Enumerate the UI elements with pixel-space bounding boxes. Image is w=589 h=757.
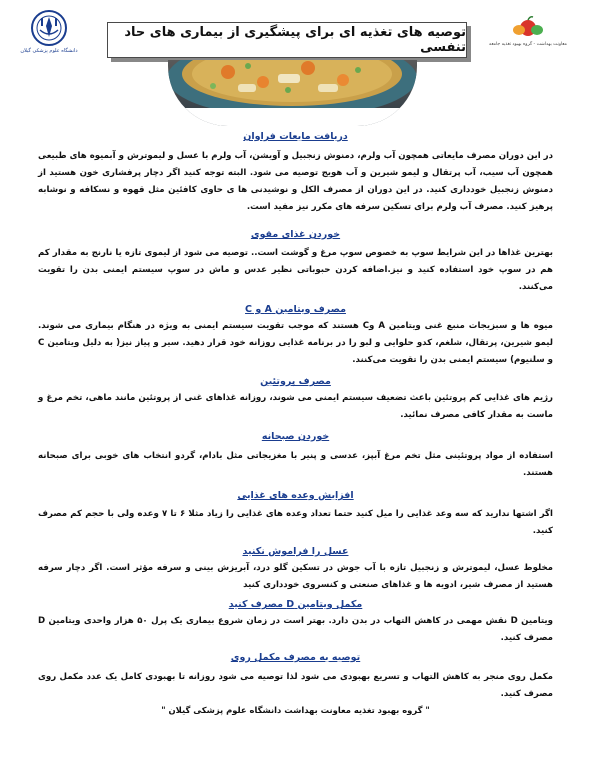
- section-heading-zinc: توصیه به مصرف مکمل روی: [230, 652, 361, 663]
- title-box: [107, 22, 467, 58]
- section-text-fluids: در این دوران مصرف مایعاتی همچون آب ولرم، دمنوش زنجبیل و آویشن، آب ولرم با عسل و لیموترش و آبمیوه های طبیعی همچون آب سیب، آب پرتقال و لیمو شیرین و آب هویج توصیه می شود. البته توجه کنید اگر دچار پرفشاری خون هستید از دمنوش زنجبیل خودداری کنید. در این دوران از مصرف الکل و نوشیدنی ها ی حاوی کافئین مثل قهوه و نسکافه و نوشابه پرهیز کنید. مصرف آب ولرم برای تسکین سرفه های مکرر نیز مفید است.: [38, 151, 553, 212]
- soup-photo: [168, 60, 417, 126]
- section-heading-vitamin-d: مکمل ویتامین D مصرف کنید: [228, 599, 363, 610]
- section-heading-nutritious-food: خوردن غذای مقوی: [250, 229, 341, 240]
- section-heading-breakfast: خوردن صبحانه: [261, 431, 330, 442]
- section-text-nutritious-food: بهترین غذاها در این شرایط سوپ به خصوص سوپ مرغ و گوشت است.. توصیه می شود از لیموی تازه یا نارنج به مقدار کم هم در سوپ خود استفاده کنید و نیز.اضافه کردن حبوباتی نظیر عدس و ماش در سوپ سیستم ایمنی بدن را تقویت می‌کنند.: [38, 248, 553, 292]
- page-title: توصیه های تغذیه ای برای پیشگیری از بیماری های حاد تنفسی: [124, 25, 466, 55]
- university-logo-caption: دانشگاه علوم پزشکی گیلان: [20, 48, 78, 54]
- section-heading-fluids: دریافت مایعات فراوان: [243, 131, 348, 142]
- section-text-breakfast: استفاده از مواد پروتئینی مثل تخم مرغ آبپز، عدسی و پنیر با مغزیجاتی مثل بادام، گردو انتخاب های خوبی برای صبحانه هستند.: [38, 451, 553, 478]
- content: [38, 131, 553, 715]
- footer-credit: " گروه بهبود تغذیه معاونت بهداشت دانشگاه علوم پزشکی گیلان ": [161, 705, 430, 715]
- section-text-meals: اگر اشتها ندارید که سه وعد غذایی را میل کنید حتما تعداد وعده های غذایی را زیاد مثلا ۶ تا ۷ وعده ولی با حجم کم مصرف کنید.: [38, 509, 553, 536]
- university-logo: [18, 8, 80, 60]
- section-text-zinc: مکمل روی منجر به کاهش التهاب و تسریع بهبودی می شود لذا توصیه می شود روزانه تا بهبودی کامل یک عدد مکمل روی مصرف کنید.: [38, 672, 553, 699]
- section-text-honey: مخلوط عسل، لیموترش و زنجبیل تازه با آب جوش در تسکین گلو درد، آبریزش بینی و سرفه مؤثر است. اگر دچار سرفه هستید از مصرف شیر، ادویه ها و غذاهای صنعتی و کنسروی خودداری کنید: [38, 563, 553, 590]
- nutrition-logo-caption: معاونت بهداشت - گروه بهبود تغذیه جامعه: [489, 42, 567, 47]
- section-text-vitamin-a-c: میوه ها و سبزیجات منبع غنی ویتامین A وC هستند که موجب تقویت سیستم ایمنی به ویژه در هنگام بیماری می شوند. لیمو شیرین، پرتقال، شلغم، کدو حلوایی و لبو را در برنامه غذایی روزانه خود قرار دهید. سیر و پیاز نیز( به دلیل ویتامین C و سلنیوم) سیستم ایمنی بدن را تقویت می‌کنند.: [38, 321, 553, 365]
- nutrition-logo: [489, 14, 567, 58]
- section-text-vitamin-d: ویتامین D نقش مهمی در کاهش التهاب در بدن دارد. بهتر است در زمان شروع بیماری یک پرل ۵۰ هزار واحدی ویتامین D مصرف کنید.: [38, 616, 553, 643]
- section-heading-protein: مصرف پروتئین: [260, 376, 331, 387]
- section-heading-meals: افزایش وعده های غذایی: [237, 490, 354, 501]
- section-heading-vitamin-a-c: مصرف ویتامین A و C: [245, 304, 346, 315]
- section-text-protein: رژیم های غذایی کم پروتئین باعث تضعیف سیستم ایمنی می شوند، روزانه غذاهای غنی از پروتئین مانند ماهی، تخم مرغ و ماست به مقدار کافی مصرف نمائید.: [38, 393, 553, 420]
- section-heading-honey: عسل را فراموش نکنید: [242, 546, 349, 557]
